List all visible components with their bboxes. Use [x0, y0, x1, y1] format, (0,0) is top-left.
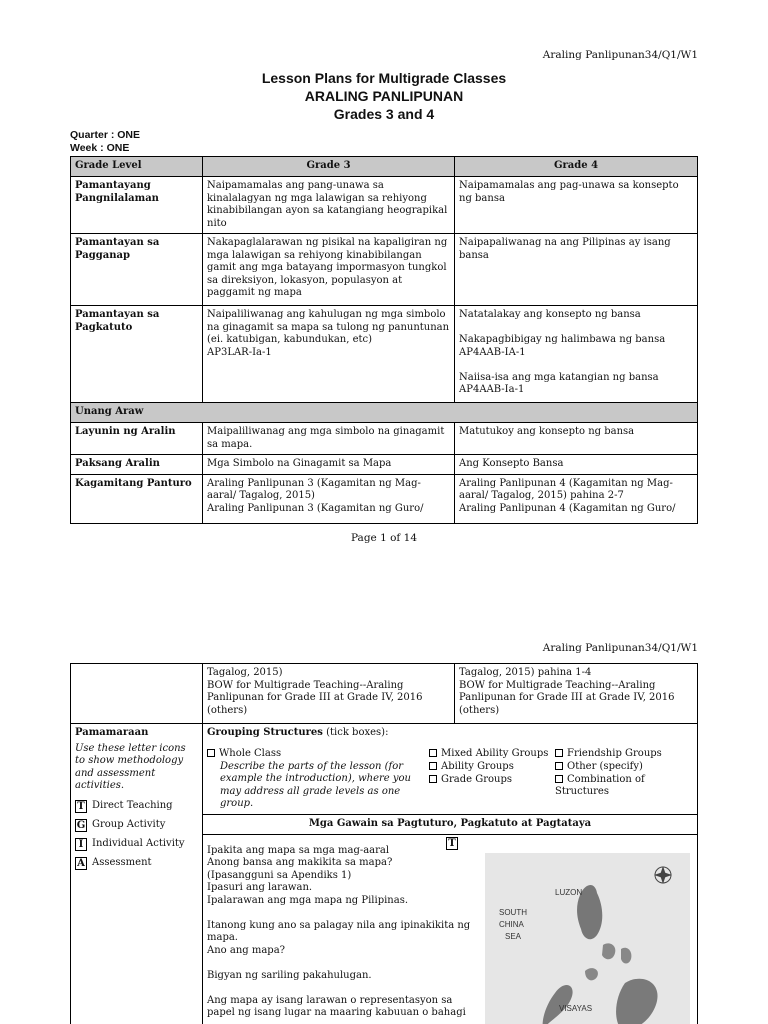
quarter-label: Quarter : ONE — [70, 129, 141, 141]
grouping-option[interactable]: Ability Groups — [429, 761, 555, 774]
competency-text: Naiisa-isa ang mga katangian ng bansa — [459, 371, 659, 383]
material-text: Tagalog, 2015) pahina 1-4 — [459, 667, 592, 678]
competency-text: Nakapagbibigay ng halimbawa ng bansa — [459, 334, 666, 345]
grouping-options — [207, 748, 693, 811]
grade3-cell — [203, 306, 455, 403]
grouping-option[interactable]: Friendship Groups — [555, 748, 685, 761]
grouping-option[interactable]: Grade Groups — [429, 774, 555, 787]
grade3-cell — [203, 474, 455, 523]
map-label: SEA — [505, 931, 522, 941]
grade3-cell: Naipamamalas ang pang-unawa sa kinalalagyan ng mga lalawigan sa rehiyong kinabibilangan ayon sa katangiang heograpikal nito — [203, 177, 455, 234]
grouping-option[interactable]: Whole Class — [207, 748, 429, 761]
grade4-cell — [455, 306, 698, 403]
document-title: Lesson Plans for Multigrade Classes — [261, 70, 507, 86]
g-letter-icon: G — [76, 819, 86, 831]
row-label: Paksang Aralin — [71, 455, 203, 475]
checkbox-icon[interactable] — [555, 775, 563, 783]
competency-code: AP4AAB-Ia-1 — [459, 384, 525, 395]
icon-legend-label: Assessment — [92, 856, 152, 868]
grade4-cell — [455, 474, 698, 523]
icon-legend-label: Individual Activity — [92, 837, 185, 849]
whole-class-description: Describe the parts of the lesson (for example the introduction), where you may address all grade levels as one group. — [220, 760, 411, 809]
document-grades: Grades 3 and 4 — [333, 106, 435, 122]
method-label: Pamamaraan — [75, 727, 149, 738]
grade3-cell: Mga Simbolo na Ginagamit sa Mapa — [203, 455, 455, 475]
icon-legend-item — [75, 856, 198, 871]
material-text: Araling Panlipunan 3 (Kagamitan ng Guro/ — [207, 502, 424, 514]
activities-title: Mga Gawain sa Pagtuturo, Pagkatuto at Pagtataya — [203, 814, 698, 834]
checkbox-icon[interactable] — [207, 749, 215, 757]
a-letter-icon: A — [75, 857, 87, 870]
row-label: Layunin ng Aralin — [71, 423, 203, 455]
empty-label-cell — [71, 664, 203, 724]
header-grade-level: Grade Level — [71, 157, 203, 177]
grouping-option[interactable]: Mixed Ability Groups — [429, 748, 555, 761]
grade3-cell: Maipaliliwanag ang mga simbolo na ginagamit sa mapa. — [203, 423, 455, 455]
checkbox-icon[interactable] — [429, 749, 437, 757]
competency-text: Naipaliliwanag ang kahulugan ng mga simbolo na ginagamit sa mapa sa tulong ng panuntunan (ei. katubigan, kabundukan, etc) — [207, 309, 450, 345]
material-text: Araling Panlipunan 3 (Kagamitan ng Mag-aaral/ Tagalog, 2015) — [207, 477, 421, 501]
row-label: Pamantayan sa Pagganap — [71, 234, 203, 306]
grade4-cell — [455, 664, 698, 724]
map-label: LUZON — [555, 887, 583, 897]
t-letter-icon: T — [75, 800, 87, 813]
material-text: BOW for Multigrade Teaching--Araling Panlipunan for Grade III at Grade IV, 2016 (others) — [459, 679, 675, 716]
grade4-cell: Matutukoy ang konsepto ng bansa — [455, 423, 698, 455]
checkbox-icon[interactable] — [429, 762, 437, 770]
checkbox-icon[interactable] — [429, 775, 437, 783]
material-text: Araling Panlipunan 4 (Kagamitan ng Guro/ — [459, 502, 676, 514]
icon-legend-label: Group Activity — [92, 818, 166, 830]
grouping-option[interactable]: Combination of Structures — [555, 773, 645, 797]
material-text: BOW for Multigrade Teaching--Araling Panlipunan for Grade III at Grade IV, 2016 (others) — [207, 679, 423, 716]
t-letter-icon: T — [446, 837, 458, 850]
row-label: Pamantayang Pangnilalaman — [71, 177, 203, 234]
activity-paragraph: Bigyan ng sariling pakahulugan. — [207, 969, 372, 981]
map-label: CHINA — [499, 919, 524, 929]
map-label: VISAYAS — [559, 1003, 593, 1013]
activity-paragraph: Ang mapa ay isang larawan o representasyon sa papel ng isang lugar na maaring kabuuan o bahagi — [207, 994, 466, 1018]
grade4-cell: Naipapaliwanag na ang Pilipinas ay isang bansa — [455, 234, 698, 306]
row-label: Pamantayan sa Pagkatuto — [71, 306, 203, 403]
icon-legend-item — [75, 837, 198, 852]
activity-paragraph: Ipakita ang mapa sa mga mag-aaral Anong bansa ang makikita sa mapa? (Ipasangguni sa Apendiks 1) Ipasuri ang larawan. Ipalarawan ang mga mapa ng Pilipinas. — [207, 844, 409, 906]
grouping-option[interactable]: Other (specify) — [555, 761, 685, 774]
activity-paragraph: Itanong kung ano sa palagay nila ang ipinakikita ng mapa. Ano ang mapa? — [207, 919, 471, 956]
competency-code: AP4AAB-IA-1 — [459, 346, 526, 358]
section-unang-araw: Unang Araw — [71, 403, 698, 423]
checkbox-icon[interactable] — [555, 762, 563, 770]
philippines-map-image — [485, 853, 690, 1024]
competency-text: Natatalakay ang konsepto ng bansa — [459, 309, 641, 320]
lesson-plan-table — [70, 156, 698, 524]
competency-code: AP3LAR-Ia-1 — [207, 346, 272, 358]
grade4-cell: Naipamamalas ang pag-unawa sa konsepto ng bansa — [455, 177, 698, 234]
map-label: SOUTH — [499, 907, 527, 917]
grade3-cell — [203, 664, 455, 724]
page-number: Page 1 of 14 — [350, 532, 418, 544]
material-text: Araling Panlipunan 4 (Kagamitan ng Mag-aaral/ Tagalog, 2015) pahina 2-7 — [459, 477, 673, 501]
icon-legend — [75, 799, 198, 871]
icon-legend-label: Direct Teaching — [92, 799, 173, 811]
grouping-structures-cell — [203, 724, 698, 815]
page-header-code: Araling Panlipunan34/Q1/W1 — [542, 49, 698, 61]
i-letter-icon: I — [75, 838, 87, 851]
grouping-title: Grouping Structures (tick boxes): — [207, 727, 389, 738]
activity-text — [207, 845, 472, 1024]
icon-legend-item — [75, 799, 198, 814]
icon-legend-item — [75, 818, 198, 833]
row-label: Kagamitang Panturo — [71, 474, 203, 523]
page-header-code: Araling Panlipunan34/Q1/W1 — [542, 642, 698, 654]
week-label: Week : ONE — [70, 142, 130, 154]
lesson-plan-table-continued — [70, 663, 698, 1024]
document-subject: ARALING PANLIPUNAN — [304, 88, 464, 104]
material-text: Tagalog, 2015) — [207, 667, 283, 678]
activities-cell — [203, 834, 698, 1024]
method-note: Use these letter icons to show methodology and assessment activities. — [75, 742, 186, 791]
method-cell — [71, 724, 203, 1024]
header-grade-4: Grade 4 — [455, 157, 698, 177]
grade4-cell: Ang Konsepto Bansa — [455, 455, 698, 475]
checkbox-icon[interactable] — [555, 749, 563, 757]
grade3-cell: Nakapaglalarawan ng pisikal na kapaligiran ng mga lalawigan sa rehiyong kinabibilangan gamit ang mga batayang impormasyon tungkol sa direksiyon, lokasyon, populasyon at paggamit ng mapa — [203, 234, 455, 306]
header-grade-3: Grade 3 — [203, 157, 455, 177]
